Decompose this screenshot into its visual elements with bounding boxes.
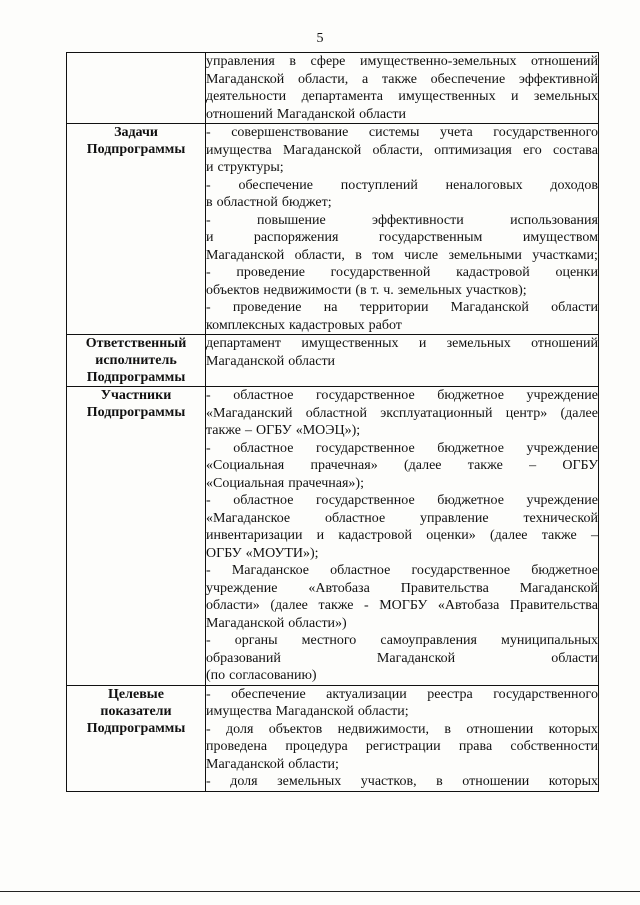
text-line: - проведение на территории Магаданской области (206, 300, 598, 315)
table-row-continuation (67, 53, 599, 124)
text-line: деятельности департамента имущественных и земельных (206, 89, 598, 104)
text-line: инвентаризации и кадастровой оценки» (далее также – (206, 528, 598, 543)
row-label-line: исполнитель (95, 353, 177, 368)
row-label (67, 53, 206, 124)
row-content (206, 335, 599, 387)
table-row-indicators (67, 685, 599, 791)
row-label (67, 335, 206, 387)
text-line: Магаданской области, в том числе земельными участками; (206, 247, 598, 263)
row-label-line: Подпрограммы (86, 720, 186, 736)
text-line: ОГБУ «МОУТИ»); (206, 545, 319, 561)
text-line: - доля земельных участков, в отношении которых (206, 774, 598, 789)
text-line: комплексных кадастровых работ (206, 317, 402, 333)
row-label-line: Подпрограммы (86, 142, 186, 157)
text-line: имущества Магаданской области; (206, 704, 409, 719)
text-line: - Магаданское областное государственное бюджетное (206, 563, 598, 578)
text-line: - обеспечение поступлений неналоговых доходов (206, 177, 598, 193)
text-line: объектов недвижимости (в т. ч. земельных участков); (206, 282, 527, 298)
text-line: - проведение государственной кадастровой оценки (206, 265, 598, 280)
text-line: - обеспечение актуализации реестра государственного (206, 686, 598, 702)
text-line: Магаданской области (206, 353, 336, 369)
row-content (206, 387, 599, 686)
text-line: области» (далее также - МОГБУ «Автобаза Правительства (206, 598, 598, 613)
row-label-line: Ответственный (85, 336, 187, 351)
text-line: и распоряжения государственным имуществом (206, 230, 598, 245)
text-line: - доля объектов недвижимости, в отношении которых (206, 721, 598, 737)
text-line: «Социальная прачечная» (далее также – ОГБУ (206, 458, 598, 473)
row-label-line: Подпрограммы (86, 405, 186, 420)
text-line: - областное государственное бюджетное учреждение (206, 440, 598, 456)
text-line: департамент имущественных и земельных отношений (206, 336, 598, 351)
text-line: «Магаданское областное управление технической (206, 510, 598, 526)
row-content (206, 53, 599, 124)
text-line: проведена процедура регистрации права собственности (206, 739, 598, 754)
text-line: в областной бюджет; (206, 195, 332, 210)
row-label-line: показатели (100, 703, 172, 719)
text-line: управления в сфере имущественно-земельных отношений (206, 54, 598, 69)
text-line: «Социальная прачечная»); (206, 475, 364, 491)
text-line: и структуры; (206, 160, 284, 175)
row-label (67, 387, 206, 686)
text-line: имущества Магаданской области, оптимизация его состава (206, 142, 598, 158)
page-number: 5 (316, 31, 324, 46)
table-row-tasks (67, 124, 599, 335)
text-line: также – ОГБУ «МОЭЦ»); (206, 423, 361, 438)
text-line: «Магаданский областной эксплуатационный центр» (далее (206, 405, 598, 421)
program-passport-table (66, 52, 599, 792)
text-line: Магаданской области, а также обеспечение эффективной (206, 71, 598, 87)
text-line: (по согласованию) (206, 668, 317, 683)
bottom-rule (0, 891, 640, 892)
text-line: - повышение эффективности использования (206, 212, 598, 228)
row-label-line: Подпрограммы (86, 370, 186, 385)
text-line: Магаданской области; (206, 756, 339, 772)
table-row-participants (67, 387, 599, 686)
text-line: образований Магаданской области (206, 650, 598, 666)
row-label (67, 685, 206, 791)
text-line: - органы местного самоуправления муниципальных (206, 633, 598, 648)
row-label (67, 124, 206, 335)
row-label-line: Задачи (114, 125, 158, 140)
row-label-line: Целевые (108, 686, 164, 702)
text-line: учреждение «Автобаза Правительства Магаданской (206, 580, 598, 596)
text-line: Магаданской области») (206, 615, 347, 631)
row-label-line: Участники (100, 388, 172, 403)
text-line: - областное государственное бюджетное учреждение (206, 493, 598, 508)
text-line: - совершенствование системы учета государственного (206, 125, 598, 140)
row-content (206, 124, 599, 335)
text-line: отношений Магаданской области (206, 106, 406, 122)
table-row-responsible (67, 335, 599, 387)
row-content (206, 685, 599, 791)
text-line: - областное государственное бюджетное учреждение (206, 388, 598, 403)
